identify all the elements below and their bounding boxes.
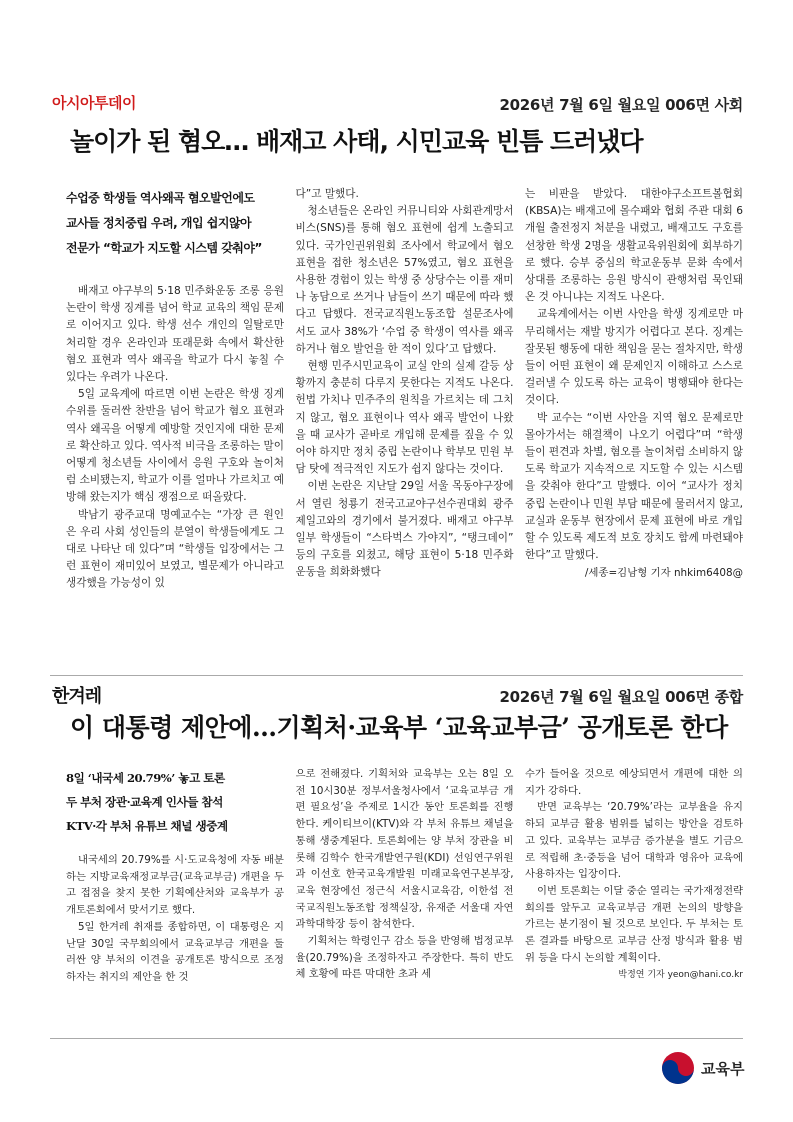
- column-2: [296, 766, 514, 986]
- newspaper-masthead: [52, 682, 101, 708]
- column-1: [66, 186, 284, 593]
- subhead-line: 수업중 학생들 역사왜곡 혐오발언에도: [66, 191, 255, 205]
- paragraph: 이번 논란은 지난달 29일 서울 목동야구장에서 열린 청룡기 전국고교야구선수권대회 광주제일고와의 경기에서 불거졌다. 배재고 야구부 일부 학생들이 “스타벅스 가야지”, “탱크데이” 등의 구호를 외쳤고, 해당 표현이 5·18 민주화운동을 희화화했다: [295, 480, 514, 579]
- ministry-logo: [661, 1051, 744, 1085]
- paragraph: 청소년들은 온라인 커뮤니티와 사회관계망서비스(SNS)를 통해 혐오 표현에 쉽게 노출되고 있다. 국가인권위원회 조사에서 학교에서 혐오 표현을 접한 청소년은 57%였고, 혐오 표현을 사용한 경험이 있는 학생 중 상당수는 이를 재미나 농담으로 쓰거나 남들이 쓰기 때문에 따라 했다고 답했다. 전국교직원노동조합 설문조사에서도 교사 38%가 ‘수업 중 학생이 역사를 왜곡하거나 혐오 발언을 한 적이 있다’고 답했다.: [295, 205, 514, 355]
- section-divider: [50, 675, 743, 676]
- paragraph: 수가 들어올 것으로 예상되면서 개편에 대한 의지가 강하다.: [525, 768, 743, 797]
- article-hankyoreh: [50, 682, 743, 982]
- subheadline: [66, 186, 284, 261]
- paragraph: 다”고 말했다.: [295, 188, 359, 200]
- column-3: [525, 186, 743, 593]
- column-1: [66, 766, 284, 986]
- masthead-text: 한겨레: [52, 686, 102, 707]
- footer-divider: [50, 1038, 743, 1039]
- byline: /세종=김남형 기자 nhkim6408@: [584, 567, 743, 580]
- headline: 놀이가 된 혐오… 배재고 사태, 시민교육 빈틈 드러냈다: [70, 127, 643, 156]
- paragraph: 기획처는 학령인구 감소 등을 반영해 법정교부율(20.79%)을 조정하자고 주장한다. 특히 반도체 호황에 따른 막대한 초과 세: [295, 935, 514, 981]
- subheadline: [66, 766, 284, 838]
- newspaper-masthead: [52, 92, 136, 113]
- dateline: 2026년 7월 6일 월요일 006면 사회: [499, 96, 743, 114]
- subhead-line: KTV·각 부처 유튜브 채널 생중계: [66, 819, 228, 833]
- paragraph: 는 비판을 받았다. 대한야구소프트볼협회(KBSA)는 배재고에 몰수패와 협회 주관 대회 6개월 출전정지 처분을 내렸고, 배재고도 구호를 선창한 학생 2명을 생활교육위원회에 회부하기로 했다. 승부 중심의 학교운동부 문화 속에서 상대를 조롱하는 응원 방식이 관행처럼 묵인돼 온 것 아니냐는 지적도 나온다.: [525, 188, 743, 304]
- article-columns: [66, 766, 743, 986]
- paragraph: 박 교수는 “이번 사안을 지역 혐오 문제로만 몰아가서는 해결책이 나오기 어렵다”며 “학생들이 편견과 차별, 혐오를 놀이처럼 소비하지 않도록 학교가 지속적으로 지도할 수 있는 시스템을 갖춰야 한다”고 말했다. 이어 “교사가 정치 중립 논란이나 민원 부담 때문에 물러서지 않고, 교실과 운동부 현장에서 문제 표현에 바로 개입할 수 있도록 제도적 보호 장치도 함께 마련돼야 한다”고 말했다.: [525, 411, 743, 562]
- logo-text: 교육부: [701, 1059, 745, 1078]
- paragraph: 5일 한겨레 취재를 종합하면, 이 대통령은 지난달 30일 국무회의에서 교육교부금 개편을 둘러싼 양 부처의 이견을 공개토론 방식으로 조정하자는 취지의 제안을 한 것: [66, 920, 284, 983]
- paragraph: 이번 토론회는 이달 중순 열리는 국가재정전략회의를 앞두고 교육교부금 개편 논의의 방향을 가르는 분기점이 될 것으로 보인다. 두 부처는 토론 결과를 바탕으로 교부금 산정 방식과 활용 범위 등을 다시 논의할 계획이다.: [525, 884, 743, 964]
- paragraph: 박남기 광주교대 명예교수는 “가장 큰 원인은 우리 사회 성인들의 분열이 학생들에게도 그대로 나타난 데 있다”며 “학생들 입장에서는 그런 표현이 재미있어 보였고, 별문제가 아니라고 생각했을 가능성이 있: [66, 508, 284, 590]
- masthead-text: 아시아투데이: [52, 94, 136, 112]
- column-2: [296, 186, 514, 593]
- subhead-line: 전문가 “학교가 지도할 시스템 갖춰야”: [66, 241, 262, 255]
- paragraph: 으로 전해졌다. 기획처와 교육부는 오는 8일 오전 10시30분 정부서울청사에서 ‘교육교부금 개편 필요성’을 주제로 1시간 동안 토론회를 진행한다. 케이티브이(KTV)와 각 부처 유튜브 채널을 통해 생중계된다. 토론회에는 양 부처 장관을 비롯해 김학수 한국개발연구원(KDI) 선임연구위원과 이선호 한국교육개발원 미래교육연구본부장, 교육 현장에선 정근식 서울시교육감, 이한섭 전국교직원노동조합 정책실장, 유재준 서울대 자연과학대학장 등이 참석한다.: [295, 768, 514, 931]
- byline: 박정연 기자 yeon@hani.co.kr: [618, 970, 743, 981]
- subhead-line: 8일 ‘내국세 20.79%’ 놓고 토론: [66, 771, 225, 785]
- paragraph: 내국세의 20.79%를 시·도교육청에 자동 배분하는 지방교육재정교부금(교육교부금) 개편을 두고 접점을 찾지 못한 기획예산처와 교육부가 공개토론회에서 맞서기로 했다.: [66, 854, 284, 917]
- article-columns: [66, 186, 743, 593]
- headline: 이 대통령 제안에…기획처·교육부 ‘교육교부금’ 공개토론 한다: [70, 713, 728, 742]
- subhead-line: 교사들 정치중립 우려, 개입 쉽지않아: [66, 216, 252, 230]
- dateline: 2026년 7월 6일 월요일 006면 종합: [499, 688, 743, 706]
- paragraph: 5일 교육계에 따르면 이번 논란은 학생 징계 수위를 둘러싼 찬반을 넘어 학교가 혐오 표현과 역사 왜곡을 어떻게 예방할 것인지에 대한 문제로 확산하고 있다. 역사적 비극을 조롱하는 말이 어떻게 청소년들 사이에서 응원 구호와 놀이처럼 소비됐는지, 학교가 이를 얼마나 가르치고 예방해 왔는지가 핵심 쟁점으로 떠올랐다.: [66, 388, 284, 504]
- paragraph: 배재고 야구부의 5·18 민주화운동 조롱 응원 논란이 학생 징계를 넘어 학교 교육의 책임 문제로 이어지고 있다. 학생 선수 개인의 일탈로만 처리할 경우 온라인과 또래문화 속에서 확산한 혐오 표현과 역사 왜곡을 학교가 다시 놓칠 수 있다는 우려가 나온다.: [66, 285, 284, 384]
- paragraph: 현행 민주시민교육이 교실 안의 실제 갈등 상황까지 충분히 다루지 못한다는 지적도 나온다. 헌법 가치나 민주주의 원칙을 가르치는 데 그치지 않고, 혐오 표현이나 역사 왜곡 발언이 나왔을 때 교사가 곧바로 개입해 문제를 짚을 수 있어야 하지만 정치 중립 논란이나 학부모 민원 부담 탓에 적극적인 지도가 쉽지 않다는 것이다.: [295, 360, 514, 476]
- paragraph: 교육계에서는 이번 사안을 학생 징계로만 마무리해서는 재발 방지가 어렵다고 본다. 징계는 잘못된 행동에 대한 책임을 묻는 절차지만, 학생들이 어떤 표현이 왜 문제인지 이해하고 스스로 걸러낼 수 있도록 하는 교육이 병행돼야 한다는 것이다.: [525, 308, 743, 407]
- column-3: [525, 766, 743, 986]
- paragraph: 반면 교육부는 ‘20.79%’라는 교부율을 유지하되 교부금 활용 범위를 넓히는 방안을 검토하고 있다. 교육부는 교부금 증가분을 별도 기금으로 적립해 초·중등을 넘어 대학과 영유아 교육에 사용하자는 입장이다.: [525, 801, 743, 881]
- article-asiatoday: [50, 88, 743, 673]
- taegeuk-icon: [661, 1051, 695, 1085]
- subhead-line: 두 부처 장관·교육계 인사들 참석: [66, 795, 223, 809]
